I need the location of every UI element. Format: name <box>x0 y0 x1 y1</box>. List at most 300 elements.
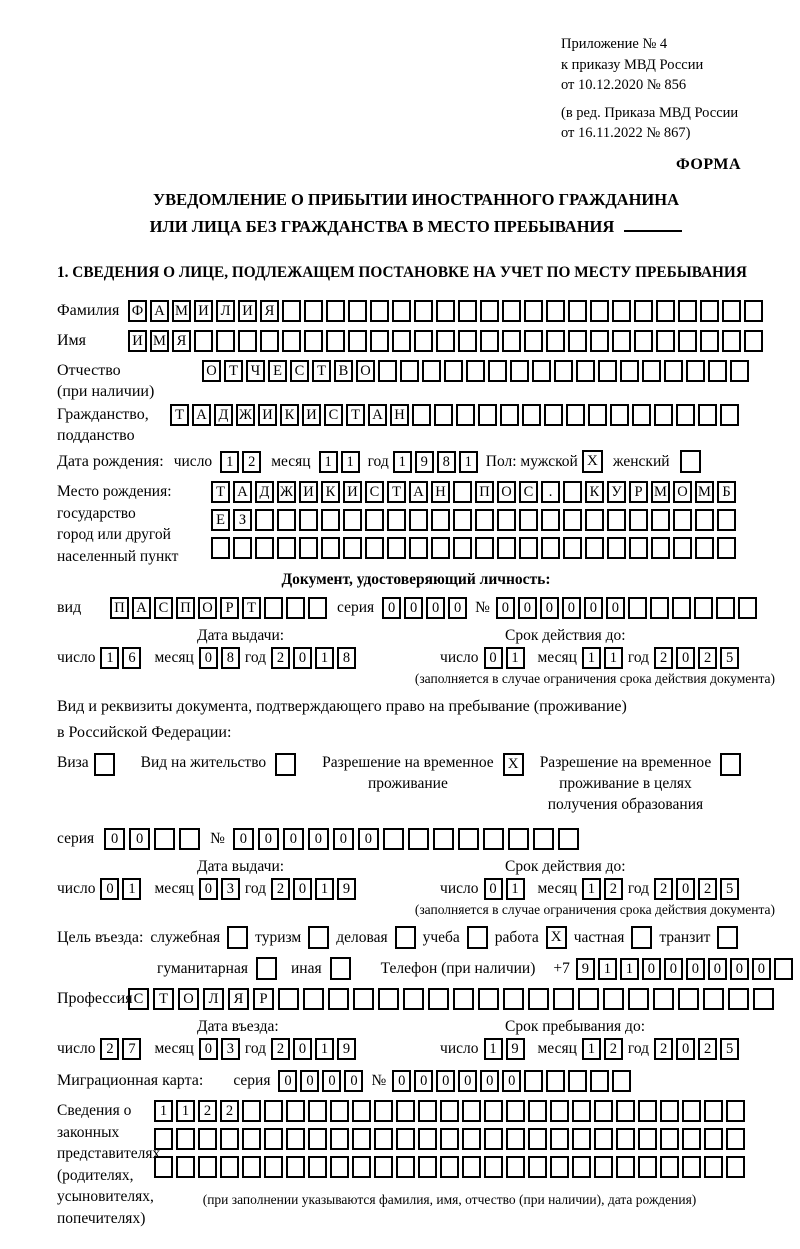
char-cell[interactable] <box>304 300 323 322</box>
char-cell[interactable]: 0 <box>283 828 304 850</box>
char-cell[interactable] <box>610 404 629 426</box>
char-cell[interactable] <box>588 404 607 426</box>
char-cell[interactable]: 2 <box>654 1038 673 1060</box>
char-cell[interactable] <box>321 537 340 559</box>
char-cell[interactable] <box>612 330 631 352</box>
char-cell[interactable] <box>616 1100 635 1122</box>
char-cell[interactable] <box>198 1128 217 1150</box>
char-cell[interactable]: 2 <box>198 1100 217 1122</box>
char-cell[interactable] <box>484 1128 503 1150</box>
char-cell[interactable] <box>519 509 538 531</box>
char-cell[interactable] <box>553 988 574 1010</box>
char-cell[interactable]: Е <box>211 509 230 531</box>
char-cell[interactable] <box>744 300 763 322</box>
char-cell[interactable]: Я <box>260 300 279 322</box>
char-cell[interactable] <box>651 509 670 531</box>
char-cell[interactable]: А <box>409 481 428 503</box>
char-cell[interactable] <box>497 509 516 531</box>
char-cell[interactable]: 0 <box>496 597 515 619</box>
char-cell[interactable]: В <box>334 360 353 382</box>
char-cell[interactable] <box>475 509 494 531</box>
char-cell[interactable] <box>653 988 674 1010</box>
char-cell[interactable] <box>497 537 516 559</box>
char-cell[interactable]: 0 <box>293 647 312 669</box>
char-cell[interactable] <box>374 1156 393 1178</box>
char-cell[interactable] <box>440 1128 459 1150</box>
char-cell[interactable]: 0 <box>540 597 559 619</box>
char-cell[interactable]: П <box>110 597 129 619</box>
female-checkbox[interactable] <box>680 450 701 473</box>
char-cell[interactable]: И <box>128 330 147 352</box>
char-cell[interactable] <box>198 1156 217 1178</box>
char-cell[interactable] <box>462 1156 481 1178</box>
char-cell[interactable]: 0 <box>233 828 254 850</box>
char-cell[interactable]: 6 <box>122 647 141 669</box>
char-cell[interactable]: 0 <box>300 1070 319 1092</box>
char-cell[interactable]: 1 <box>341 451 360 473</box>
char-cell[interactable]: 3 <box>221 878 240 900</box>
char-cell[interactable]: 2 <box>604 878 623 900</box>
char-cell[interactable] <box>409 509 428 531</box>
visa-checkbox[interactable] <box>94 753 115 776</box>
char-cell[interactable]: И <box>302 404 321 426</box>
char-cell[interactable] <box>594 1100 613 1122</box>
char-cell[interactable] <box>378 360 397 382</box>
char-cell[interactable]: 0 <box>752 958 771 980</box>
char-cell[interactable]: О <box>356 360 375 382</box>
char-cell[interactable] <box>522 404 541 426</box>
char-cell[interactable]: И <box>343 481 362 503</box>
char-cell[interactable]: О <box>497 481 516 503</box>
char-cell[interactable] <box>524 330 543 352</box>
male-checkbox[interactable]: X <box>582 450 603 473</box>
char-cell[interactable]: 0 <box>199 878 218 900</box>
char-cell[interactable] <box>365 537 384 559</box>
char-cell[interactable] <box>568 1070 587 1092</box>
char-cell[interactable]: 1 <box>459 451 478 473</box>
char-cell[interactable] <box>433 828 454 850</box>
char-cell[interactable] <box>352 1100 371 1122</box>
char-cell[interactable] <box>632 404 651 426</box>
char-cell[interactable] <box>672 597 691 619</box>
char-cell[interactable] <box>550 1100 569 1122</box>
char-cell[interactable]: 0 <box>129 828 150 850</box>
char-cell[interactable]: 0 <box>100 878 119 900</box>
char-cell[interactable] <box>572 1100 591 1122</box>
char-cell[interactable] <box>546 300 565 322</box>
char-cell[interactable]: 1 <box>582 1038 601 1060</box>
char-cell[interactable]: С <box>154 597 173 619</box>
char-cell[interactable] <box>352 1128 371 1150</box>
char-cell[interactable] <box>403 988 424 1010</box>
char-cell[interactable] <box>673 509 692 531</box>
char-cell[interactable] <box>664 360 683 382</box>
char-cell[interactable] <box>396 1156 415 1178</box>
char-cell[interactable]: 0 <box>322 1070 341 1092</box>
char-cell[interactable] <box>453 481 472 503</box>
char-cell[interactable] <box>326 300 345 322</box>
char-cell[interactable] <box>194 330 213 352</box>
char-cell[interactable] <box>726 1128 745 1150</box>
temp-residence-edu-checkbox[interactable] <box>720 753 741 776</box>
char-cell[interactable] <box>330 1156 349 1178</box>
char-cell[interactable]: 0 <box>358 828 379 850</box>
char-cell[interactable]: 0 <box>293 878 312 900</box>
char-cell[interactable]: 0 <box>606 597 625 619</box>
char-cell[interactable] <box>660 1100 679 1122</box>
char-cell[interactable] <box>682 1128 701 1150</box>
char-cell[interactable]: 0 <box>676 647 695 669</box>
char-cell[interactable]: С <box>365 481 384 503</box>
char-cell[interactable]: 3 <box>221 1038 240 1060</box>
char-cell[interactable] <box>233 537 252 559</box>
char-cell[interactable] <box>458 300 477 322</box>
char-cell[interactable] <box>728 988 749 1010</box>
char-cell[interactable]: 1 <box>604 647 623 669</box>
char-cell[interactable] <box>678 330 697 352</box>
char-cell[interactable] <box>634 330 653 352</box>
char-cell[interactable]: И <box>299 481 318 503</box>
char-cell[interactable] <box>678 988 699 1010</box>
char-cell[interactable]: 0 <box>199 647 218 669</box>
char-cell[interactable]: 2 <box>654 878 673 900</box>
char-cell[interactable] <box>628 597 647 619</box>
char-cell[interactable]: Д <box>255 481 274 503</box>
char-cell[interactable] <box>642 360 661 382</box>
char-cell[interactable]: 1 <box>315 1038 334 1060</box>
char-cell[interactable] <box>466 360 485 382</box>
char-cell[interactable] <box>255 509 274 531</box>
char-cell[interactable]: У <box>607 481 626 503</box>
char-cell[interactable]: 1 <box>315 647 334 669</box>
char-cell[interactable] <box>673 537 692 559</box>
purpose-tourism-checkbox[interactable] <box>308 926 329 949</box>
char-cell[interactable] <box>286 597 305 619</box>
char-cell[interactable] <box>277 509 296 531</box>
char-cell[interactable]: Б <box>717 481 736 503</box>
char-cell[interactable] <box>506 1128 525 1150</box>
char-cell[interactable] <box>708 360 727 382</box>
char-cell[interactable]: 1 <box>100 647 119 669</box>
char-cell[interactable] <box>154 1128 173 1150</box>
char-cell[interactable] <box>264 597 283 619</box>
char-cell[interactable] <box>238 330 257 352</box>
char-cell[interactable]: 2 <box>271 647 290 669</box>
char-cell[interactable] <box>700 330 719 352</box>
char-cell[interactable]: 1 <box>220 451 239 473</box>
char-cell[interactable] <box>629 537 648 559</box>
char-cell[interactable] <box>484 1156 503 1178</box>
char-cell[interactable]: М <box>150 330 169 352</box>
char-cell[interactable]: Т <box>242 597 261 619</box>
char-cell[interactable] <box>572 1156 591 1178</box>
char-cell[interactable]: С <box>324 404 343 426</box>
char-cell[interactable]: 0 <box>344 1070 363 1092</box>
char-cell[interactable] <box>453 988 474 1010</box>
char-cell[interactable]: 1 <box>598 958 617 980</box>
char-cell[interactable] <box>211 537 230 559</box>
char-cell[interactable]: Л <box>216 300 235 322</box>
char-cell[interactable] <box>264 1100 283 1122</box>
char-cell[interactable] <box>716 597 735 619</box>
char-cell[interactable]: Ж <box>277 481 296 503</box>
char-cell[interactable] <box>414 330 433 352</box>
char-cell[interactable] <box>738 597 757 619</box>
char-cell[interactable] <box>286 1100 305 1122</box>
char-cell[interactable] <box>458 330 477 352</box>
char-cell[interactable]: 0 <box>708 958 727 980</box>
char-cell[interactable] <box>700 300 719 322</box>
char-cell[interactable] <box>299 537 318 559</box>
char-cell[interactable]: 9 <box>337 1038 356 1060</box>
char-cell[interactable] <box>500 404 519 426</box>
char-cell[interactable] <box>638 1100 657 1122</box>
char-cell[interactable]: Т <box>224 360 243 382</box>
char-cell[interactable]: П <box>475 481 494 503</box>
char-cell[interactable] <box>558 828 579 850</box>
char-cell[interactable] <box>753 988 774 1010</box>
char-cell[interactable] <box>365 509 384 531</box>
char-cell[interactable] <box>370 330 389 352</box>
char-cell[interactable] <box>510 360 529 382</box>
char-cell[interactable] <box>328 988 349 1010</box>
purpose-work-checkbox[interactable]: X <box>546 926 567 949</box>
char-cell[interactable] <box>434 404 453 426</box>
char-cell[interactable]: 1 <box>620 958 639 980</box>
char-cell[interactable]: 0 <box>448 597 467 619</box>
char-cell[interactable] <box>568 330 587 352</box>
char-cell[interactable] <box>414 300 433 322</box>
char-cell[interactable]: 0 <box>199 1038 218 1060</box>
char-cell[interactable] <box>612 300 631 322</box>
char-cell[interactable] <box>242 1100 261 1122</box>
char-cell[interactable] <box>524 1070 543 1092</box>
char-cell[interactable]: О <box>178 988 199 1010</box>
char-cell[interactable] <box>264 1156 283 1178</box>
char-cell[interactable] <box>638 1156 657 1178</box>
char-cell[interactable]: И <box>238 300 257 322</box>
char-cell[interactable] <box>612 1070 631 1092</box>
purpose-other-checkbox[interactable] <box>330 957 351 980</box>
char-cell[interactable] <box>278 988 299 1010</box>
char-cell[interactable]: 2 <box>220 1100 239 1122</box>
char-cell[interactable] <box>704 1128 723 1150</box>
char-cell[interactable]: 2 <box>242 451 261 473</box>
char-cell[interactable] <box>578 988 599 1010</box>
char-cell[interactable]: Т <box>153 988 174 1010</box>
char-cell[interactable] <box>264 1128 283 1150</box>
char-cell[interactable]: 0 <box>518 597 537 619</box>
char-cell[interactable] <box>304 330 323 352</box>
char-cell[interactable] <box>524 300 543 322</box>
char-cell[interactable] <box>585 509 604 531</box>
char-cell[interactable]: Р <box>220 597 239 619</box>
char-cell[interactable]: 0 <box>676 878 695 900</box>
char-cell[interactable] <box>326 330 345 352</box>
purpose-humanitarian-checkbox[interactable] <box>256 957 277 980</box>
char-cell[interactable]: 0 <box>382 597 401 619</box>
residence-permit-checkbox[interactable] <box>275 753 296 776</box>
purpose-private-checkbox[interactable] <box>631 926 652 949</box>
char-cell[interactable]: Ж <box>236 404 255 426</box>
char-cell[interactable] <box>176 1128 195 1150</box>
char-cell[interactable]: З <box>233 509 252 531</box>
char-cell[interactable] <box>478 988 499 1010</box>
char-cell[interactable]: 8 <box>337 647 356 669</box>
char-cell[interactable] <box>458 828 479 850</box>
char-cell[interactable] <box>585 537 604 559</box>
char-cell[interactable]: А <box>132 597 151 619</box>
char-cell[interactable]: Т <box>387 481 406 503</box>
char-cell[interactable] <box>563 481 582 503</box>
char-cell[interactable]: 1 <box>506 647 525 669</box>
char-cell[interactable] <box>704 1156 723 1178</box>
purpose-official-checkbox[interactable] <box>227 926 248 949</box>
char-cell[interactable]: 5 <box>720 647 739 669</box>
char-cell[interactable] <box>726 1100 745 1122</box>
char-cell[interactable]: 0 <box>392 1070 411 1092</box>
char-cell[interactable]: 0 <box>414 1070 433 1092</box>
char-cell[interactable] <box>456 404 475 426</box>
char-cell[interactable] <box>698 404 717 426</box>
char-cell[interactable]: П <box>176 597 195 619</box>
char-cell[interactable]: 0 <box>676 1038 695 1060</box>
char-cell[interactable]: 9 <box>506 1038 525 1060</box>
char-cell[interactable] <box>616 1156 635 1178</box>
char-cell[interactable] <box>576 360 595 382</box>
char-cell[interactable]: 9 <box>337 878 356 900</box>
char-cell[interactable]: Я <box>172 330 191 352</box>
char-cell[interactable] <box>260 330 279 352</box>
char-cell[interactable] <box>418 1128 437 1150</box>
char-cell[interactable]: 0 <box>333 828 354 850</box>
char-cell[interactable]: Я <box>228 988 249 1010</box>
char-cell[interactable]: 1 <box>582 647 601 669</box>
char-cell[interactable] <box>572 1128 591 1150</box>
char-cell[interactable] <box>594 1156 613 1178</box>
char-cell[interactable] <box>541 509 560 531</box>
char-cell[interactable] <box>695 509 714 531</box>
char-cell[interactable] <box>563 537 582 559</box>
char-cell[interactable] <box>154 828 175 850</box>
char-cell[interactable] <box>676 404 695 426</box>
char-cell[interactable]: 1 <box>315 878 334 900</box>
char-cell[interactable] <box>480 330 499 352</box>
char-cell[interactable] <box>282 330 301 352</box>
char-cell[interactable] <box>744 330 763 352</box>
char-cell[interactable]: 2 <box>271 878 290 900</box>
char-cell[interactable]: 0 <box>642 958 661 980</box>
char-cell[interactable] <box>590 300 609 322</box>
char-cell[interactable] <box>303 988 324 1010</box>
char-cell[interactable] <box>436 330 455 352</box>
char-cell[interactable]: 0 <box>584 597 603 619</box>
char-cell[interactable] <box>484 1100 503 1122</box>
char-cell[interactable]: 2 <box>654 647 673 669</box>
char-cell[interactable] <box>550 1128 569 1150</box>
char-cell[interactable] <box>408 828 429 850</box>
char-cell[interactable] <box>330 1100 349 1122</box>
char-cell[interactable]: Т <box>346 404 365 426</box>
char-cell[interactable]: 2 <box>100 1038 119 1060</box>
char-cell[interactable] <box>590 1070 609 1092</box>
char-cell[interactable] <box>682 1156 701 1178</box>
char-cell[interactable] <box>568 300 587 322</box>
char-cell[interactable] <box>488 360 507 382</box>
purpose-transit-checkbox[interactable] <box>717 926 738 949</box>
char-cell[interactable] <box>554 360 573 382</box>
char-cell[interactable] <box>343 537 362 559</box>
char-cell[interactable] <box>431 537 450 559</box>
char-cell[interactable]: С <box>519 481 538 503</box>
char-cell[interactable]: 0 <box>104 828 125 850</box>
char-cell[interactable] <box>220 1156 239 1178</box>
char-cell[interactable]: 7 <box>122 1038 141 1060</box>
char-cell[interactable]: А <box>233 481 252 503</box>
char-cell[interactable]: 0 <box>293 1038 312 1060</box>
char-cell[interactable]: Р <box>629 481 648 503</box>
char-cell[interactable] <box>286 1156 305 1178</box>
char-cell[interactable]: 0 <box>664 958 683 980</box>
char-cell[interactable]: 0 <box>730 958 749 980</box>
char-cell[interactable] <box>220 1128 239 1150</box>
char-cell[interactable] <box>392 330 411 352</box>
purpose-study-checkbox[interactable] <box>467 926 488 949</box>
char-cell[interactable] <box>686 360 705 382</box>
char-cell[interactable]: 1 <box>582 878 601 900</box>
char-cell[interactable]: 8 <box>221 647 240 669</box>
char-cell[interactable] <box>348 330 367 352</box>
char-cell[interactable]: Р <box>253 988 274 1010</box>
char-cell[interactable] <box>277 537 296 559</box>
char-cell[interactable]: О <box>673 481 692 503</box>
char-cell[interactable] <box>607 537 626 559</box>
char-cell[interactable] <box>541 537 560 559</box>
char-cell[interactable]: 2 <box>271 1038 290 1060</box>
char-cell[interactable] <box>616 1128 635 1150</box>
char-cell[interactable] <box>694 597 713 619</box>
char-cell[interactable] <box>179 828 200 850</box>
char-cell[interactable] <box>508 828 529 850</box>
char-cell[interactable] <box>717 537 736 559</box>
char-cell[interactable] <box>308 1100 327 1122</box>
char-cell[interactable]: 0 <box>258 828 279 850</box>
char-cell[interactable] <box>656 300 675 322</box>
char-cell[interactable] <box>478 404 497 426</box>
char-cell[interactable] <box>634 300 653 322</box>
char-cell[interactable] <box>774 958 793 980</box>
char-cell[interactable] <box>598 360 617 382</box>
char-cell[interactable] <box>483 828 504 850</box>
char-cell[interactable] <box>387 509 406 531</box>
char-cell[interactable] <box>400 360 419 382</box>
char-cell[interactable] <box>348 300 367 322</box>
char-cell[interactable] <box>654 404 673 426</box>
char-cell[interactable]: 0 <box>458 1070 477 1092</box>
char-cell[interactable]: Т <box>170 404 189 426</box>
char-cell[interactable]: 1 <box>393 451 412 473</box>
char-cell[interactable]: Л <box>203 988 224 1010</box>
char-cell[interactable] <box>308 1156 327 1178</box>
char-cell[interactable]: Т <box>211 481 230 503</box>
char-cell[interactable] <box>431 509 450 531</box>
char-cell[interactable] <box>503 988 524 1010</box>
char-cell[interactable]: 1 <box>122 878 141 900</box>
char-cell[interactable] <box>282 300 301 322</box>
char-cell[interactable]: С <box>290 360 309 382</box>
char-cell[interactable] <box>374 1128 393 1150</box>
char-cell[interactable]: Д <box>214 404 233 426</box>
